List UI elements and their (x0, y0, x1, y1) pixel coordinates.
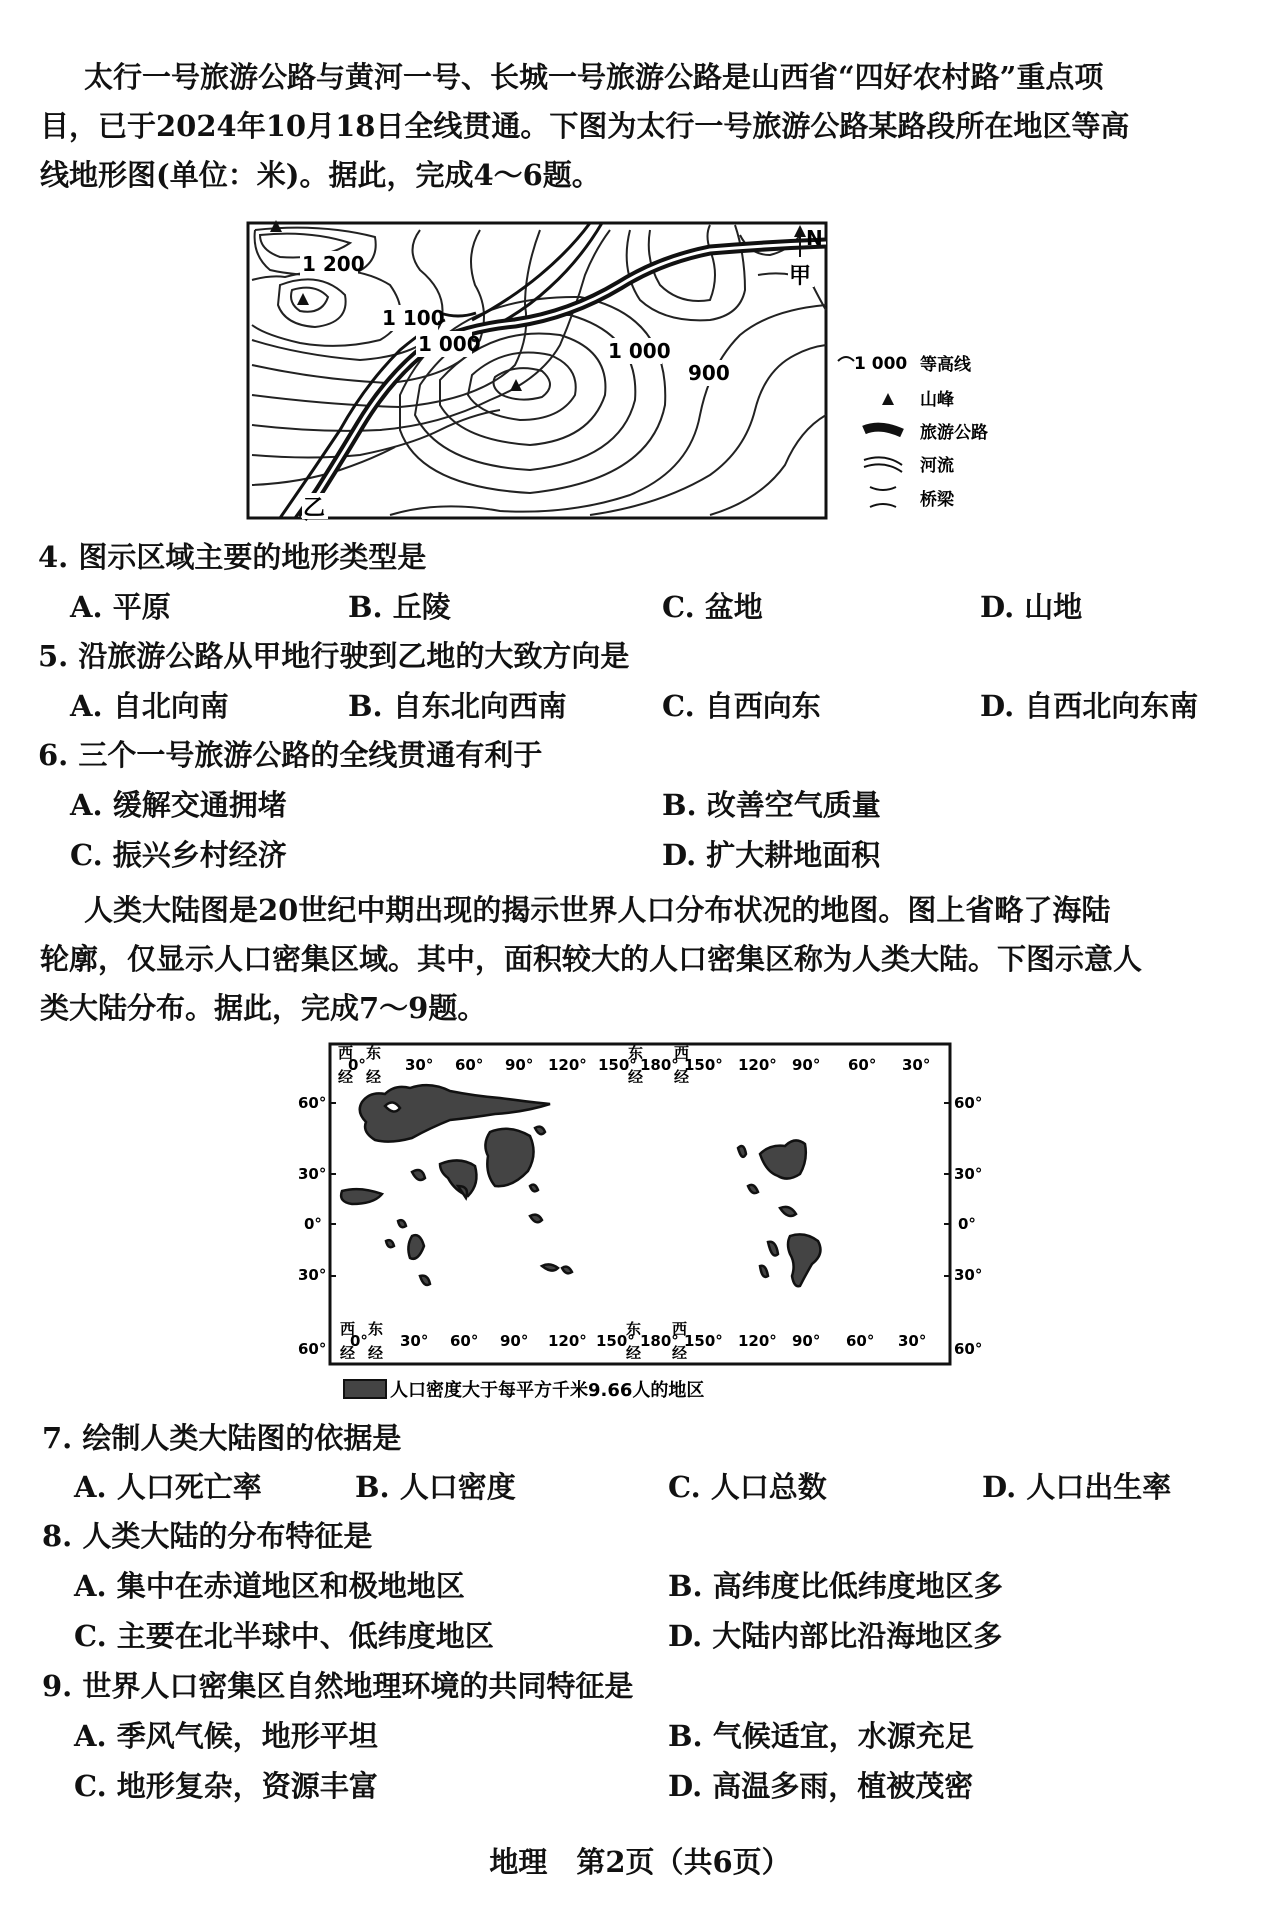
svg-text:90°: 90° (505, 1056, 534, 1074)
legend-contour: 等高线 (920, 355, 971, 375)
svg-text:150°: 150° (598, 1056, 637, 1074)
question-4-option-a[interactable]: A. 平原 (70, 590, 171, 624)
svg-text:0°: 0° (348, 1056, 366, 1074)
svg-text:西: 西 (338, 1044, 354, 1062)
svg-text:经: 经 (674, 1068, 690, 1086)
svg-text:150°: 150° (596, 1332, 635, 1350)
svg-text:90°: 90° (792, 1056, 821, 1074)
question-8-stem: 8. 人类大陆的分布特征是 (42, 1519, 373, 1553)
svg-text:30°: 30° (405, 1056, 434, 1074)
svg-text:60°: 60° (954, 1094, 983, 1112)
legend-peak: 山峰 (920, 390, 954, 410)
intro1-line-3: 线地形图(单位：米)。据此，完成4～6题。 (40, 158, 601, 192)
question-8-option-a[interactable]: A. 集中在赤道地区和极地地区 (74, 1569, 465, 1603)
question-8-option-b[interactable]: B. 高纬度比低纬度地区多 (668, 1569, 1003, 1603)
svg-text:30°: 30° (400, 1332, 429, 1350)
world-population-map (290, 1036, 990, 1416)
svg-text:经: 经 (368, 1344, 384, 1362)
svg-text:60°: 60° (298, 1094, 327, 1112)
question-8-option-d[interactable]: D. 大陆内部比沿海地区多 (668, 1619, 1003, 1653)
question-5-stem: 5. 沿旅游公路从甲地行驶到乙地的大致方向是 (38, 639, 630, 673)
question-7-option-c[interactable]: C. 人口总数 (668, 1470, 827, 1504)
svg-text:0°: 0° (304, 1215, 322, 1233)
question-5-option-a[interactable]: A. 自北向南 (70, 689, 229, 723)
svg-text:经: 经 (628, 1068, 644, 1086)
question-8-option-c[interactable]: C. 主要在北半球中、低纬度地区 (74, 1619, 494, 1653)
svg-text:60°: 60° (954, 1340, 983, 1358)
svg-text:经: 经 (340, 1344, 356, 1362)
svg-text:30°: 30° (954, 1266, 983, 1284)
svg-text:30°: 30° (298, 1266, 327, 1284)
question-5-option-b[interactable]: B. 自东北向西南 (348, 689, 567, 723)
question-7-option-b[interactable]: B. 人口密度 (355, 1470, 516, 1504)
intro2-line-3: 类大陆分布。据此，完成7～9题。 (40, 991, 487, 1025)
svg-text:N: N (806, 226, 823, 250)
contour-label-1200: 1 200 (302, 252, 365, 276)
question-6-option-b[interactable]: B. 改善空气质量 (662, 788, 881, 822)
svg-text:东: 东 (628, 1044, 644, 1062)
question-6-option-d[interactable]: D. 扩大耕地面积 (662, 838, 881, 872)
question-5-option-d[interactable]: D. 自西北向东南 (980, 689, 1199, 723)
svg-text:西: 西 (674, 1044, 690, 1062)
svg-text:60°: 60° (455, 1056, 484, 1074)
svg-text:经: 经 (626, 1344, 642, 1362)
svg-text:150°: 150° (684, 1056, 723, 1074)
question-4-option-d[interactable]: D. 山地 (980, 590, 1083, 624)
legend-peak-icon (882, 393, 894, 405)
svg-text:180°: 180° (640, 1056, 679, 1074)
question-6-stem: 6. 三个一号旅游公路的全线贯通有利于 (38, 738, 543, 772)
legend-river: 河流 (920, 456, 954, 476)
question-9-option-b[interactable]: B. 气候适宜，水源充足 (668, 1719, 974, 1753)
question-4-option-b[interactable]: B. 丘陵 (348, 590, 451, 624)
svg-text:90°: 90° (792, 1332, 821, 1350)
svg-text:东: 东 (626, 1320, 642, 1338)
map1-legend (838, 354, 988, 510)
contour-label-1000-east: 1 000 (608, 339, 671, 363)
svg-text:经: 经 (672, 1344, 688, 1362)
contour-label-1000-west: 1 000 (418, 332, 481, 356)
question-6-option-a[interactable]: A. 缓解交通拥堵 (70, 788, 287, 822)
map2-legend-text: 人口密度大于每平方千米9.66人的地区 (390, 1380, 705, 1401)
place-yi: 乙 (303, 496, 326, 521)
legend-bridge: 桥梁 (920, 490, 954, 510)
svg-text:120°: 120° (738, 1332, 777, 1350)
question-4-option-c[interactable]: C. 盆地 (662, 590, 763, 624)
svg-text:30°: 30° (902, 1056, 931, 1074)
svg-text:30°: 30° (954, 1165, 983, 1183)
intro1-line-2: 目，已于2024年10月18日全线贯通。下图为太行一号旅游公路某路段所在地区等高 (40, 109, 1130, 143)
svg-text:西: 西 (672, 1320, 688, 1338)
question-9-option-c[interactable]: C. 地形复杂，资源丰富 (74, 1769, 378, 1803)
svg-text:150°: 150° (684, 1332, 723, 1350)
question-9-stem: 9. 世界人口密集区自然地理环境的共同特征是 (42, 1669, 634, 1703)
intro1-line-1: 太行一号旅游公路与黄河一号、长城一号旅游公路是山西省“四好农村路”重点项 (84, 60, 1104, 94)
question-9-option-d[interactable]: D. 高温多雨，植被茂密 (668, 1769, 974, 1803)
legend-road: 旅游公路 (920, 423, 988, 443)
question-7-option-d[interactable]: D. 人口出生率 (982, 1470, 1172, 1504)
svg-text:0°: 0° (958, 1215, 976, 1233)
svg-text:60°: 60° (450, 1332, 479, 1350)
svg-text:经: 经 (338, 1068, 354, 1086)
question-4-stem: 4. 图示区域主要的地形类型是 (38, 540, 427, 574)
svg-text:30°: 30° (898, 1332, 927, 1350)
contour-label-900: 900 (688, 361, 730, 385)
question-5-option-c[interactable]: C. 自西向东 (662, 689, 821, 723)
question-7-stem: 7. 绘制人类大陆图的依据是 (42, 1421, 402, 1455)
svg-text:60°: 60° (298, 1340, 327, 1358)
svg-text:西: 西 (340, 1320, 356, 1338)
intro2-line-2: 轮廓，仅显示人口密集区域。其中，面积较大的人口密集区称为人类大陆。下图示意人 (40, 942, 1143, 976)
page-footer: 地理 第2页（共6页） (489, 1845, 791, 1879)
contour-map (240, 215, 1030, 530)
svg-text:90°: 90° (500, 1332, 529, 1350)
svg-text:180°: 180° (640, 1332, 679, 1350)
question-6-option-c[interactable]: C. 振兴乡村经济 (70, 838, 287, 872)
right-latitude-labels (954, 1094, 982, 1358)
left-latitude-labels (298, 1094, 326, 1358)
svg-text:经: 经 (366, 1068, 382, 1086)
svg-text:60°: 60° (848, 1056, 877, 1074)
question-7-option-a[interactable]: A. 人口死亡率 (74, 1470, 262, 1504)
contour-label-1100: 1 100 (382, 306, 445, 330)
legend-contour-value: 1 000 (854, 354, 908, 374)
svg-text:120°: 120° (548, 1056, 587, 1074)
svg-text:0°: 0° (350, 1332, 368, 1350)
map2-legend (344, 1379, 704, 1401)
svg-text:东: 东 (368, 1320, 384, 1338)
svg-text:东: 东 (366, 1044, 382, 1062)
svg-text:120°: 120° (548, 1332, 587, 1350)
svg-text:30°: 30° (298, 1165, 327, 1183)
question-9-option-a[interactable]: A. 季风气候，地形平坦 (74, 1719, 378, 1753)
svg-text:120°: 120° (738, 1056, 777, 1074)
svg-text:60°: 60° (846, 1332, 875, 1350)
intro2-line-1: 人类大陆图是20世纪中期出现的揭示世界人口分布状况的地图。图上省略了海陆 (84, 893, 1111, 927)
place-jia: 甲 (789, 264, 812, 289)
